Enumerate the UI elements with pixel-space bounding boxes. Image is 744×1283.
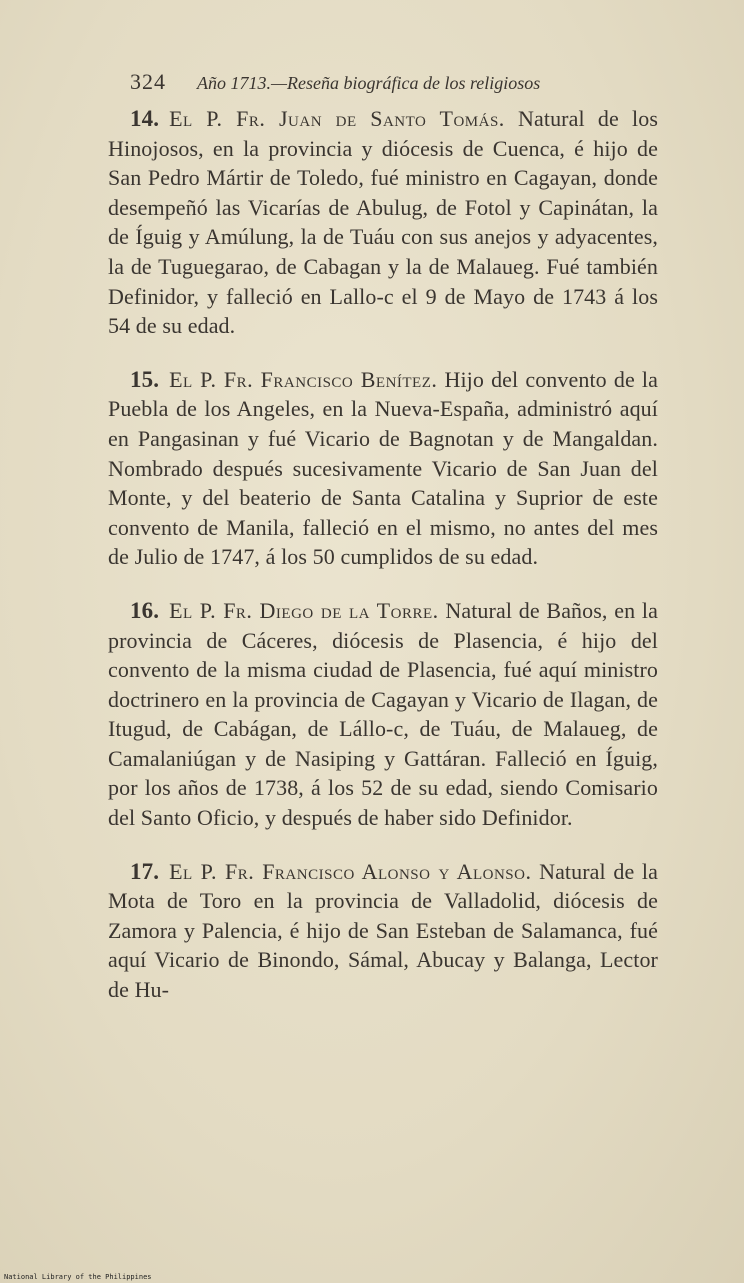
entry-name: El P. Fr. Francisco Benítez. xyxy=(169,366,438,392)
entry-14 xyxy=(108,104,658,341)
entry-15 xyxy=(108,365,658,572)
library-credit: National Library of the Philippines xyxy=(4,1273,152,1281)
page-number: 324 xyxy=(130,69,166,94)
running-title: Año 1713.—Reseña biográfica de los religiosos xyxy=(197,73,541,93)
entry-16 xyxy=(108,596,658,833)
page-header xyxy=(130,68,690,97)
entry-number: 15. xyxy=(130,366,160,392)
entry-paragraph xyxy=(108,596,658,833)
entry-text: Hijo del convento de la Puebla de los Angeles, en la Nueva-España, administró aquí en Pangasinan y fué Vicario de Bagnotan y de Mangaldan. Nombrado después sucesivamente Vicario de San Juan del Monte, y del beaterio de Santa Catalina y Suprior de este convento de Manila, falleció en el mismo, no antes del mes de Julio de 1747, á los 50 cumplidos de su edad. xyxy=(108,366,659,570)
entry-name: El P. Fr. Diego de la Torre. xyxy=(169,597,439,623)
entry-text: Natural de los Hinojosos, en la provincia y diócesis de Cuenca, é hijo de San Pedro Mártir de Toledo, fué ministro en Cagayan, donde desempeñó las Vicarías de Abulug, de Fotol y Capinátan, la de Íguig y Amúlung, la de Tuáu con sus anejos y adyacentes, la de Tuguegarao, de Cabagan y la de Malaueg. Fué también Definidor, y falleció en Lallo-c el 9 de Mayo de 1743 á los 54 de su edad. xyxy=(108,106,659,339)
entry-number: 17. xyxy=(130,858,160,884)
entry-text: Natural de Baños, en la provincia de Cáceres, diócesis de Plasencia, é hijo del convento de la misma ciudad de Plasencia, fué aquí ministro doctrinero en la provincia de Cagayan y Vicario de Ilagan, de Itugud, de Cabágan, de Lállo-c, de Tuáu, de Malaueg, de Camalaniúgan y de Nasiping y Gattáran. Falleció en Íguig, por los años de 1738, á los 52 de su edad, siendo Comisario del Santo Oficio, y después de haber sido Definidor. xyxy=(108,597,658,831)
entry-paragraph xyxy=(108,365,658,572)
entry-17 xyxy=(108,857,658,1005)
entry-paragraph xyxy=(108,104,658,341)
entries-list xyxy=(108,104,658,1029)
entry-name: El P. Fr. Francisco Alonso y Alonso. xyxy=(169,858,532,884)
entry-number: 16. xyxy=(130,597,160,623)
entry-paragraph xyxy=(108,857,658,1005)
entry-number: 14. xyxy=(130,106,160,131)
entry-name: El P. Fr. Juan de Santo Tomás. xyxy=(169,106,505,131)
entry-text: Natural de la Mota de Toro en la provincia de Valladolid, diócesis de Zamora y Palencia, é hijo de San Esteban de Salamanca, fué aquí Vicario de Binondo, Sámal, Abucay y Balanga, Lector de Hu- xyxy=(108,858,658,1003)
